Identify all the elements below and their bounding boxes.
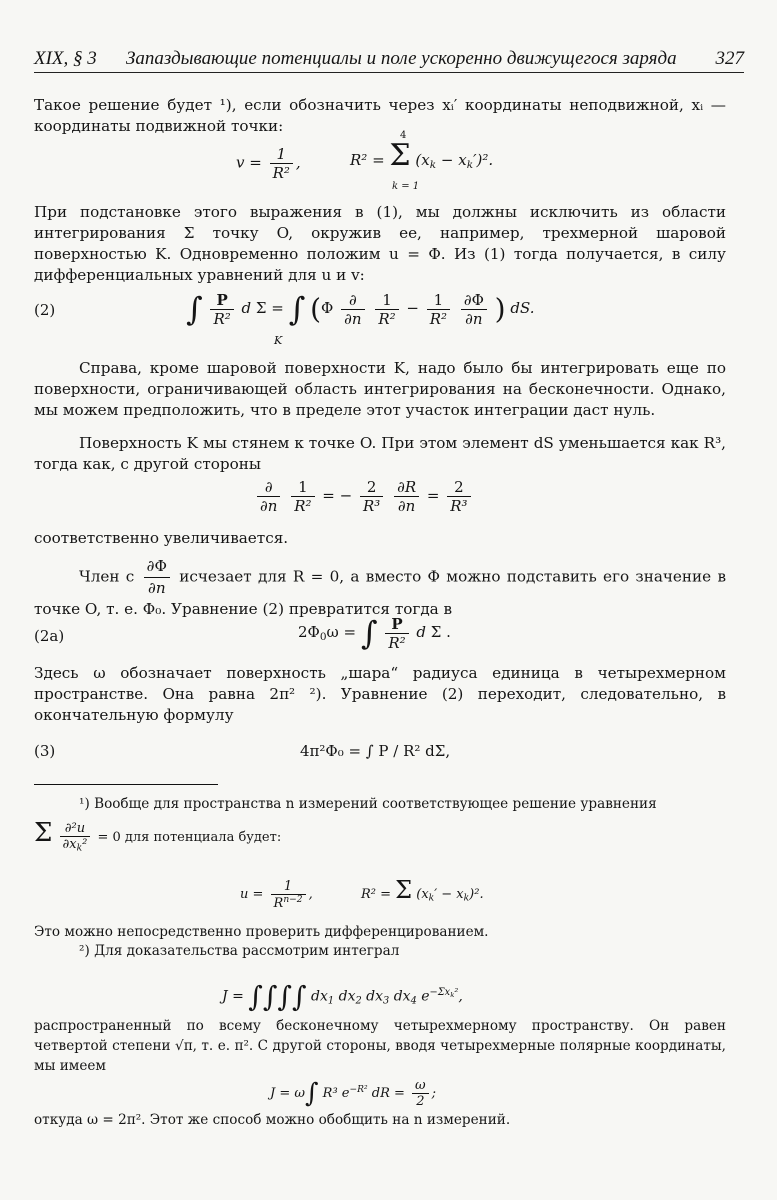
paragraph-3: Справа, кроме шаровой поверхности K, надо было бы интегрировать еще по поверхности, ограничивающей область интегрирования на бесконечности. Однако, мы можем предположить, что в пределе этот участок интеграции даст нуль.	[34, 359, 726, 419]
footnote-2-polar: J = ω∫ R³ $e^{-R^2}$ dR = $\frac{\omega}{2}$ ;	[270, 1078, 437, 1109]
equation-r-squared: R² = Σ $(x_k - x_k')^2$. 4 k = 1	[350, 130, 494, 192]
footnote-rule	[34, 784, 218, 785]
equation-3-label: (3)	[34, 742, 56, 760]
footnote-1-formula: u = $\frac{1}{R^{n-2}}$ , R² = Σ $(x_k' - x_k)^2$.	[240, 876, 484, 911]
page-number: 327	[715, 48, 744, 69]
equation-derivative: $\frac{\partial}{\partial n}$ $\frac{1}{\text{R²}}$ = − $\frac{2}{\text{R³}}$ $\frac{\partial R}{\partial n}$ = $\frac{2}{\text{R³}}$	[254, 478, 474, 515]
paragraph-6-rest: исчезает для R = 0, а вместо Φ можно подставить его значение в точке O, т. е. Φ₀. Уравнение (2) превратится тогда в	[34, 567, 727, 618]
footnote-1-laplace: Σ $\frac{\text{∂²u}}{\partial x_k^2}$ = 0 для потенциала будет:	[34, 818, 282, 854]
equation-2a: $2\Phi_0\omega$ = ∫ $\frac{P}{\text{R²}}$ d Σ .	[298, 614, 451, 652]
footnote-1-tail: = 0 для потенциала будет:	[97, 830, 282, 845]
equation-2-label: (2)	[34, 301, 56, 319]
footnote-1-end: Это можно непосредственно проверить дифференцированием.	[34, 924, 489, 940]
paragraph-1: Такое решение будет ¹), если обозначить через xᵢ′ координаты неподвижной, xᵢ — координаты подвижной точки:	[34, 96, 726, 135]
chapter-title: Запаздывающие потенциалы и поле ускоренно движущегося заряда	[126, 48, 677, 69]
equation-3: 4π²Φ₀ = ∫ P / R² dΣ,	[300, 742, 451, 760]
paragraph-2: При подстановке этого выражения в (1), мы должны исключить из области интегрирования Σ точку O, окружив ее, например, трехмерной шаровой поверхностью K. Одновременно положим u = Φ. Из (1) тогда получается, в силу дифференциальных уравнений для u и v:	[34, 203, 726, 284]
footnote-1-intro: ¹) Вообще для пространства n измерений соответствующее решение уравнения	[79, 796, 657, 812]
paragraph-5: соответственно увеличивается.	[34, 529, 289, 547]
footnote-2-end: откуда ω = 2π². Этот же способ можно обобщить на n измерений.	[34, 1112, 511, 1128]
equation-2a-label: (2a)	[34, 627, 65, 645]
equation-v: v = $\frac{1}{\text{R²}}$ ,	[236, 145, 301, 182]
equation-2: ∫ $\frac{P}{\text{R²}}$ d Σ = ∫ (Φ $\frac{\partial}{\partial n}$ $\frac{1}{\text{R²}}$ − $\frac{1}{\text{R²}}$ $\frac{\partial\Phi}{\partial n}$ ) dS. K	[186, 290, 535, 347]
section-label: XIX, § 3	[34, 48, 97, 69]
paragraph-4: Поверхность K мы стянем к точке O. При этом элемент dS уменьшается как R³, тогда как, с другой стороны	[34, 434, 726, 473]
paragraph-6-start: Член с	[79, 567, 135, 586]
footnote-2-intro: ²) Для доказательства рассмотрим интеграл	[79, 943, 400, 959]
running-header	[34, 46, 744, 73]
footnote-2-body: распространенный по всему бесконечному четырехмерному пространству. Он равен четвертой степени √π, т. е. π². С другой стороны, вводя четырехмерные полярные координаты, мы имеем	[34, 1018, 726, 1074]
paragraph-6: Член с $\frac{\partial\Phi}{\partial n}$ исчезает для R = 0, а вместо Φ можно подставить его значение в точке O, т. е. Φ₀. Уравнение (2) превратится тогда в	[34, 557, 727, 618]
paragraph-7: Здесь ω обозначает поверхность „шара“ радиуса единица в четырехмерном пространстве. Она равна 2π² ²). Уравнение (2) переходит, следовательно, в окончательную формулу	[34, 664, 726, 724]
footnote-2-integral: J = ∫∫∫∫ $dx_1$ $dx_2$ $dx_3$ $dx_4$ $e^{-\Sigma x_k^2}$,	[222, 980, 463, 1013]
